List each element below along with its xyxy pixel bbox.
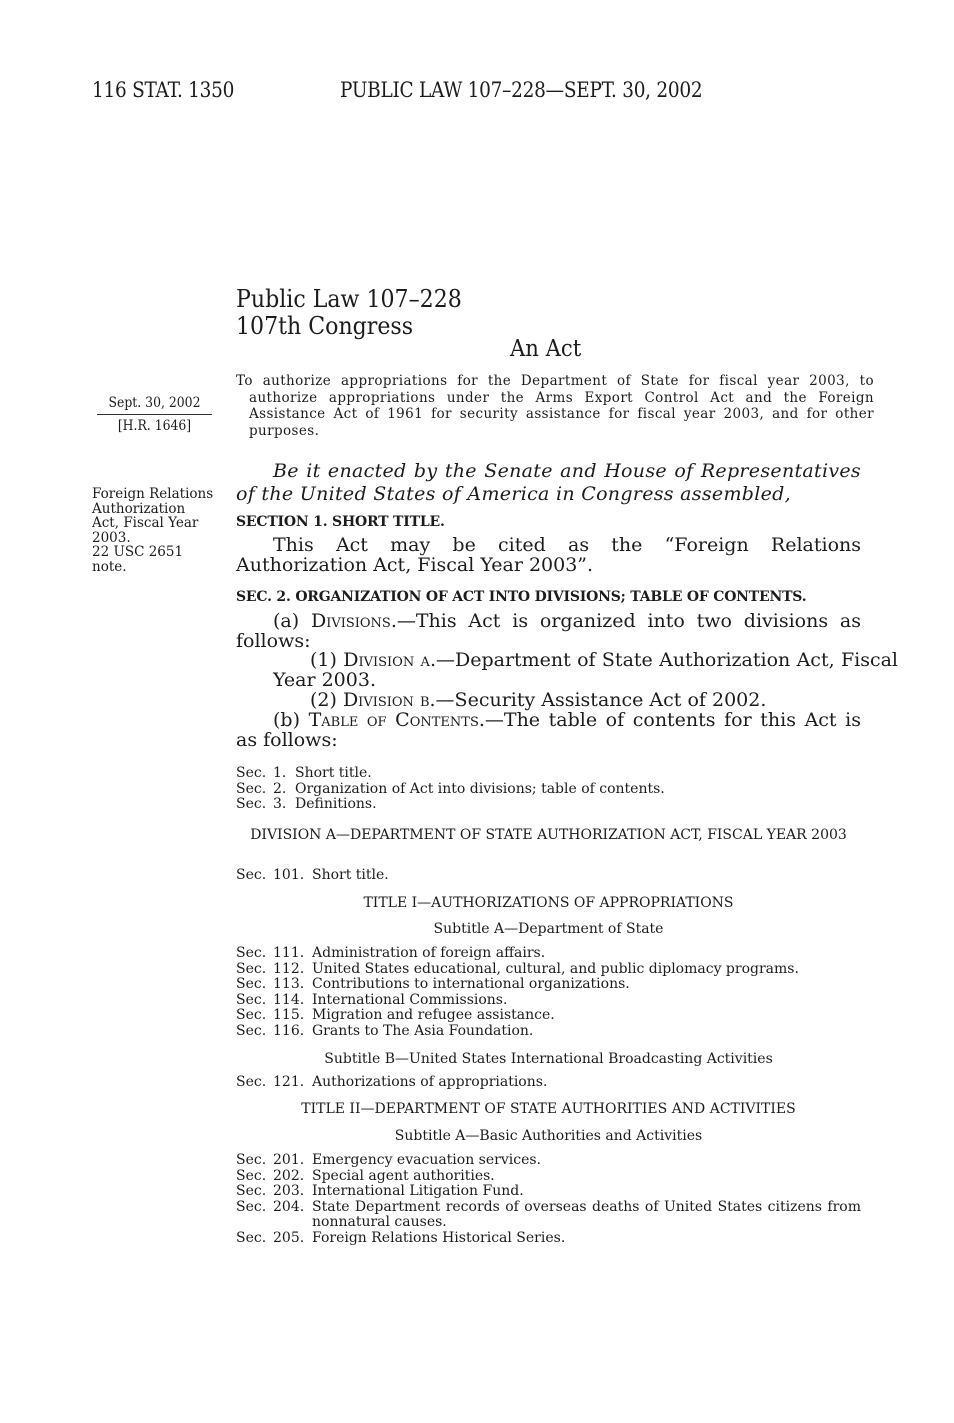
toc-title-2-subtitle-a: Subtitle A—Basic Authorities and Activities [394,1128,703,1144]
paragraph-label: (2) [310,689,343,711]
toc-entry [236,1008,861,1024]
toc-section-title: State Department records of overseas deaths of United States citizens from nonnatural causes. [312,1198,861,1230]
sidenote-line: Authorization [92,500,186,517]
enactment-date: Sept. 30, 2002 [97,395,212,415]
paragraph-caption: Division b [342,689,430,711]
toc-section-title: Migration and refugee assistance. [312,1007,555,1023]
toc-sec-prefix: Sec. [236,1167,267,1184]
paragraph-text: .—Security Assistance Act of 2002. [429,689,767,711]
act-heading: An Act [510,336,582,362]
section-2-heading: SEC. 2. ORGANIZATION OF ACT INTO DIVISIONS; TABLE OF CONTENTS. [236,589,807,605]
toc-section-number: 121. [273,1074,305,1090]
toc-sec-prefix: Sec. [236,1229,267,1246]
toc-sec-prefix: Sec. [236,945,267,961]
law-title-block [236,286,462,340]
toc-entry [236,1200,861,1231]
toc-section-number: 203. [273,1183,305,1199]
toc-entry [236,1184,861,1200]
toc-entry [236,797,861,813]
sidenote-line: Act, Fiscal Year [92,515,199,531]
margin-date-block [92,395,217,434]
sidenote-line: 2003. [92,529,131,546]
toc-section-title: Foreign Relations Historical Series. [312,1229,566,1246]
toc-title-1-subtitle-b-sections [236,1075,861,1091]
toc-entry [236,1231,861,1247]
paragraph-text: .—Department of State Authorization Act, Fiscal Year 2003. [273,649,898,691]
subsection-text: .—This Act is organized into two divisions as follows: [236,610,861,652]
subsection-text: .—The table of contents for this Act is as follows: [236,709,861,751]
toc-entry [236,782,861,798]
section-1-heading: SECTION 1. SHORT TITLE. [236,514,445,530]
paragraph-label: (1) [310,649,344,671]
toc-section-number: 113. [273,976,305,992]
toc-entry [236,946,861,962]
toc-entry [236,766,861,782]
toc-section-title: Organization of Act into divisions; table of contents. [295,780,665,797]
sidenote-line: Foreign Relations [92,486,214,502]
toc-section-title: Short title. [312,867,389,883]
toc-sec-prefix: Sec. [236,991,267,1008]
margin-sidenote [92,487,222,574]
toc-section-number: 202. [273,1167,305,1184]
toc-sec-prefix: Sec. [236,1074,267,1090]
toc-entry [236,993,861,1009]
toc-title-1-subtitle-a: Subtitle A—Department of State [433,921,664,937]
toc-section-number: 112. [273,960,305,977]
paragraph-division-b [236,690,898,710]
toc-sec-prefix: Sec. [236,1183,267,1199]
paragraph-division-a [236,650,898,690]
toc-section-title: Short title. [295,765,372,781]
section-1-text: This Act may be cited as the “Foreign Relations Authorization Act, Fiscal Year 2003”. [236,534,861,576]
toc-section-number: 114. [273,991,305,1008]
toc-entry [236,1024,861,1040]
toc-entry [236,1153,861,1169]
act-purpose: To authorize appropriations for the Department of State for fiscal year 2003, to authorize appropriations under the Arms Export Control Act and the Foreign Assistance Act of 1961 for security assistance for fiscal year 2003, and for other purposes. [236,373,874,439]
toc-entry [236,868,861,884]
toc-sec-prefix: Sec. [236,867,267,883]
toc-section-title: Contributions to international organizations. [312,976,630,992]
toc-sec-prefix: Sec. [236,976,267,992]
subsection-caption: Table of Contents [308,709,479,731]
toc-title-1-subtitle-a-sections [236,946,861,1039]
toc-section-number: 205. [273,1229,305,1246]
toc-section-number: 101. [273,867,305,883]
toc-section-title: International Litigation Fund. [312,1183,524,1199]
toc-entry [236,1075,861,1091]
toc-section-number: 204. [273,1198,305,1215]
enacting-clause: Be it enacted by the Senate and House of Representatives of the United States of America in Congress assembled, [236,460,861,505]
toc-sec-prefix: Sec. [236,780,267,797]
toc-sec-prefix: Sec. [236,960,267,977]
toc-section-number: 2. [273,780,287,797]
stat-page-number: 116 STAT. 1350 [92,78,235,102]
toc-sec-prefix: Sec. [236,1007,267,1023]
subsection-a-divisions [236,611,861,651]
toc-section-number: 201. [273,1152,305,1168]
toc-section-number: 111. [273,945,305,961]
toc-section-title: United States educational, cultural, and public diplomacy programs. [312,960,799,977]
toc-section-title: Emergency evacuation services. [312,1152,541,1168]
toc-title-1-subtitle-b: Subtitle B—United States International Broadcasting Activities [324,1051,773,1067]
toc-section-title: International Commissions. [312,991,508,1008]
toc-section-title: Administration of foreign affairs. [312,945,546,961]
toc-section-number: 116. [273,1022,305,1039]
toc-section-number: 115. [273,1007,305,1023]
toc-title-2-heading: TITLE II—DEPARTMENT OF STATE AUTHORITIES AND ACTIVITIES [301,1101,796,1117]
toc-sec-prefix: Sec. [236,1198,267,1215]
toc-sec-prefix: Sec. [236,796,267,812]
paragraph-caption: Division a [343,649,430,671]
public-law-number: Public Law 107–228 [236,285,462,313]
subsection-label: (b) [273,709,309,731]
subsection-label: (a) [273,610,311,632]
running-header-title: PUBLIC LAW 107–228—SEPT. 30, 2002 [340,78,703,102]
toc-entry [236,962,861,978]
toc-sec-prefix: Sec. [236,1152,267,1168]
bill-number: [H.R. 1646] [117,418,192,434]
toc-section-title: Authorizations of appropriations. [312,1074,548,1090]
toc-preliminary [236,766,861,813]
toc-division-a-sections [236,868,861,884]
sidenote-line: 22 USC 2651 [92,544,184,560]
toc-section-title: Grants to The Asia Foundation. [312,1022,534,1039]
toc-entry [236,1169,861,1185]
toc-title-1-heading: TITLE I—AUTHORIZATIONS OF APPROPRIATIONS [363,895,734,911]
toc-section-title: Definitions. [295,796,377,812]
congress-number: 107th Congress [236,312,414,340]
toc-division-a-heading: DIVISION A—DEPARTMENT OF STATE AUTHORIZATION ACT, FISCAL YEAR 2003 [250,827,847,843]
toc-title-2-subtitle-a-sections [236,1153,861,1246]
toc-entry [236,977,861,993]
toc-section-title: Special agent authorities. [312,1167,495,1184]
subsection-b-table-of-contents [236,710,861,750]
toc-sec-prefix: Sec. [236,1022,267,1039]
toc-sec-prefix: Sec. [236,765,267,781]
subsection-caption: Divisions [310,610,391,632]
toc-section-number: 1. [273,765,287,781]
sidenote-line: note. [92,558,127,575]
toc-section-number: 3. [273,796,287,812]
